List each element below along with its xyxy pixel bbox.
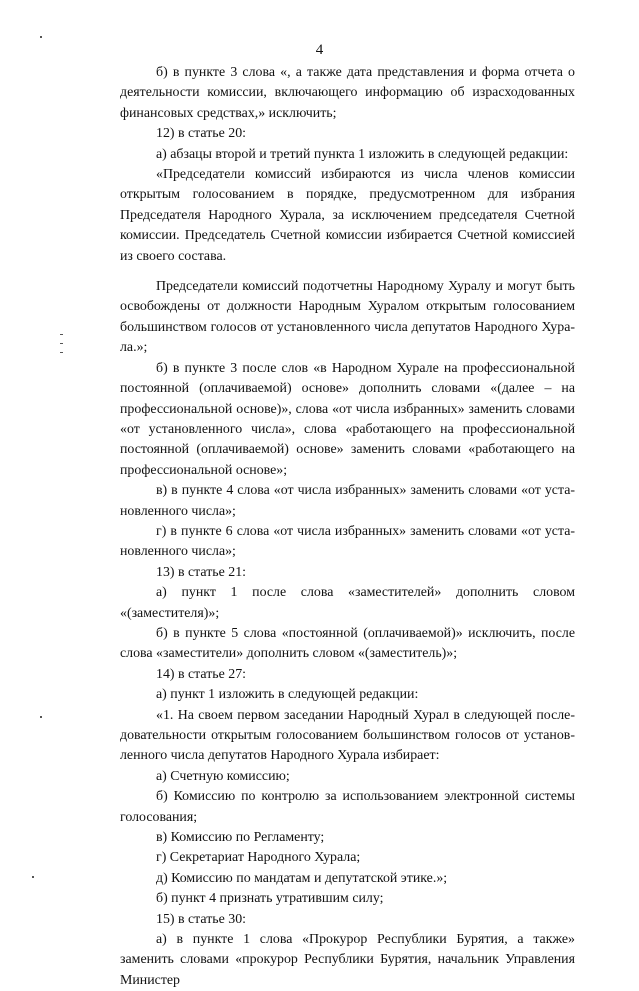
scan-mark bbox=[40, 36, 42, 38]
paragraph: д) Комиссию по мандатам и депутатской этике.»; bbox=[156, 870, 448, 886]
scan-mark bbox=[60, 352, 63, 353]
paragraph: б) в пункте 3 слова «, а также дата представления и форма отчета о деятельности комиссии, включающего информацию об израсходованных финансовых средствах,» исключить; bbox=[120, 65, 575, 121]
paragraph: в) Комиссию по Регламенту; bbox=[156, 830, 325, 846]
paragraph: б) Комиссию по контролю за использованием электронной системы голосования; bbox=[120, 789, 575, 825]
paragraph: а) пункт 1 после слова «заместителей» дополнить словом «(заместителя)»; bbox=[120, 585, 575, 621]
paragraph: 12) в статье 20: bbox=[156, 126, 247, 142]
paragraph: а) в пункте 1 слова «Прокурор Республики Бурятия, а также» заменить словами «прокурор Республики Бурятия, начальник Управления Министер bbox=[120, 932, 575, 988]
scan-mark bbox=[60, 343, 63, 344]
page-number: 4 bbox=[315, 42, 324, 58]
paragraph: Председатели комиссий подотчетны Народному Хуралу и могут быть освобождены от должности Народным Хуралом открытым голосованием большинством голосов от установленного числа депутатов Народного Хурала.»; bbox=[120, 279, 575, 356]
paragraph: б) в пункте 3 после слов «в Народном Хурале на профессиональной постоянной (оплачиваемой) основе» дополнить словами «(далее – на профессиональной основе)», слова «от числа избранных» заменить словами «от установленного числа», слова «работающего на профессиональной постоянной (оплачиваемой) основе» заменить словами «работающего на профессиональной основе»; bbox=[120, 360, 575, 478]
paragraph: «1. На своем первом заседании Народный Хурал в следующей последовательности открытым голосованием большинством голосов от установленного числа депутатов Народного Хурала избирает: bbox=[120, 707, 575, 764]
scan-mark bbox=[32, 876, 34, 878]
paragraph: б) пункт 4 признать утратившим силу; bbox=[156, 891, 384, 907]
paragraph: б) в пункте 5 слова «постоянной (оплачиваемой)» исключить, после слова «заместители» дополнить словом «(заместитель)»; bbox=[120, 625, 575, 662]
scan-mark bbox=[60, 334, 63, 335]
paragraph: а) Счетную комиссию; bbox=[156, 768, 290, 784]
paragraph: а) абзацы второй и третий пункта 1 изложить в следующей редакции: bbox=[156, 146, 569, 162]
paragraph: 13) в статье 21: bbox=[156, 564, 247, 580]
document-body bbox=[120, 63, 575, 991]
paragraph: г) в пункте 6 слова «от числа избранных» заменить словами «от установленного числа»; bbox=[120, 523, 575, 560]
scan-mark bbox=[40, 716, 42, 718]
paragraph: 15) в статье 30: bbox=[156, 911, 247, 927]
paragraph: г) Секретариат Народного Хурала; bbox=[156, 850, 361, 866]
paragraph: в) в пункте 4 слова «от числа избранных» заменить словами «от установленного числа»; bbox=[120, 483, 575, 519]
paragraph: «Председатели комиссий избираются из числа членов комиссии открытым голосованием в порядке, предусмотренном для избрания Председателя Народного Хурала, за исключением председателя Счетной комиссии. Председатель Счетной комиссии избирается Счетной комиссией из своего состава. bbox=[120, 167, 575, 264]
paragraph: а) пункт 1 изложить в следующей редакции: bbox=[156, 687, 419, 703]
paragraph: 14) в статье 27: bbox=[156, 666, 247, 682]
